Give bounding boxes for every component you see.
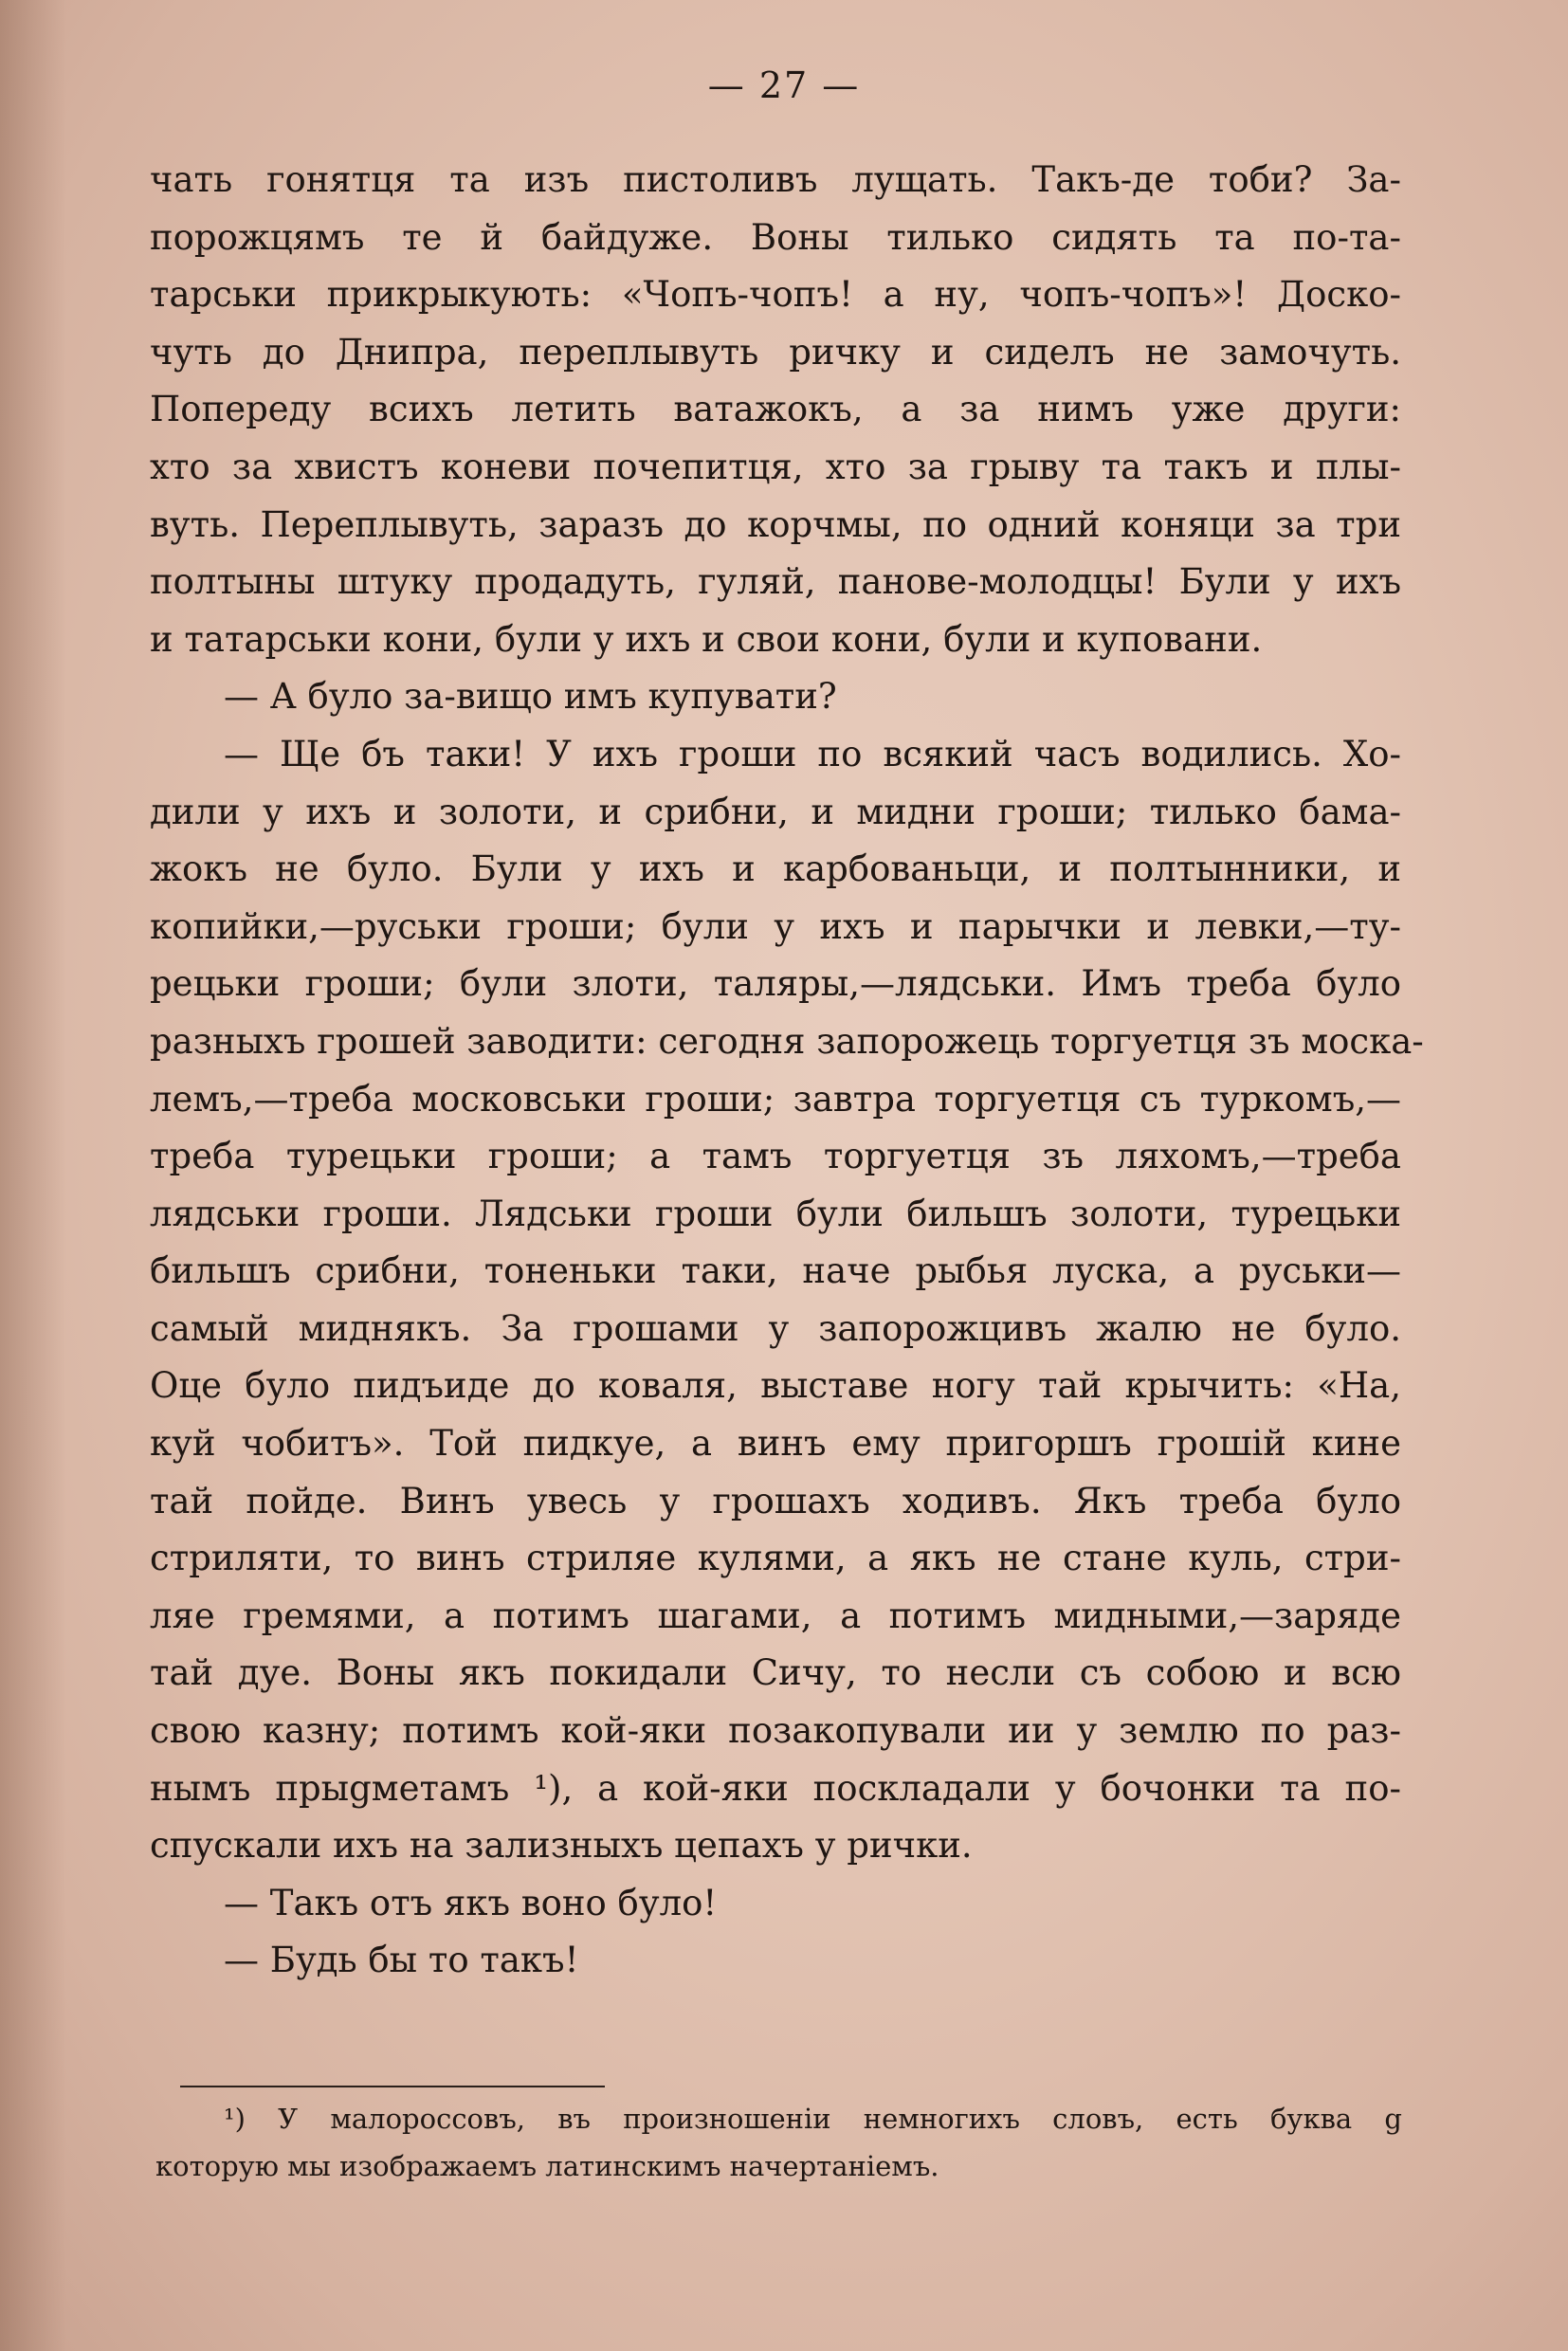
text-line: хто за хвистъ коневи почепитця, хто за грыву та такъ и плы- [150, 446, 1401, 487]
body-text [150, 152, 1424, 1990]
text-line: треба турецьки гроши; а тамъ торгуетця зъ ляхомъ,—треба [150, 1136, 1401, 1177]
text-line: полтыны штуку продадуть, гуляй, панове-молодцы! Були у ихъ [150, 561, 1401, 603]
page-number: — 27 — [707, 64, 861, 106]
text-line: рецьки гроши; були злоти, таляры,—лядськи. Имъ треба було [150, 963, 1401, 1005]
text-line: ляе гремями, а потимъ шагами, а потимъ мидными,—заряде [150, 1595, 1401, 1636]
text-line: тарськи прикрыкують: «Чопъ-чопъ! а ну, чопъ-чопъ»! Доско- [150, 274, 1401, 316]
text-line: вуть. Переплывуть, заразъ до корчмы, по одний коняци за три [150, 503, 1401, 545]
text-line: копийки,—руськи гроши; були у ихъ и парычки и левки,—ту- [150, 905, 1401, 947]
text-line: тай пойде. Винъ увесь у грошахъ ходивъ. Якъ треба було [150, 1480, 1401, 1522]
text-line: и татарськи кони, були у ихъ и свои кони, були и куповани. [150, 618, 1263, 660]
footnote-rule [180, 2086, 605, 2087]
text-line: чуть до Днипра, переплывуть ричку и сиделъ не замочуть. [150, 331, 1401, 373]
footnote-line: которую мы изображаемъ латинскимъ начертаніемъ. [155, 2150, 939, 2182]
text-line: лядськи гроши. Лядськи гроши були бильшъ золоти, турецьки [150, 1193, 1401, 1234]
text-line: Оце було пидъиде до коваля, выставе ногу тай крычить: «На, [150, 1365, 1401, 1407]
text-line: жокъ не було. Були у ихъ и карбованьци, и полтынники, и [150, 848, 1401, 890]
text-line: спускали ихъ на зализныхъ цепахъ у рички. [150, 1825, 973, 1867]
text-line: — А було за-вищо имъ купувати? [224, 676, 837, 718]
text-line: нымъ прыgметамъ ¹), а кой-яки поскладали у бочонки та по- [150, 1767, 1401, 1809]
footnotes [155, 2095, 1402, 2190]
text-line: лемъ,—треба московськи гроши; завтра торгуетця съ туркомъ,— [150, 1078, 1401, 1120]
footnote-line: ¹) У малороссовъ, въ произношеніи немногихъ словъ, есть буква g [224, 2103, 1402, 2135]
text-line: бильшъ срибни, тоненьки таки, наче рыбья луска, а руськи— [150, 1250, 1401, 1292]
text-line: свою казну; потимъ кой-яки позакопували ии у землю по раз- [150, 1710, 1401, 1752]
text-line: самый миднякъ. За грошами у запорожцивъ жалю не було. [150, 1307, 1401, 1349]
text-line: дили у ихъ и золоти, и срибни, и мидни гроши; тилько бама- [150, 791, 1401, 832]
text-line: Попереду всихъ летить ватажокъ, а за нимъ уже други: [150, 389, 1401, 430]
text-line: порожцямъ те й байдуже. Воны тилько сидять та по-та- [150, 216, 1401, 258]
text-line: — Такъ отъ якъ воно було! [224, 1882, 718, 1923]
text-line: чать гонятця та изъ пистоливъ лущать. Такъ-де тоби? За- [150, 159, 1401, 200]
text-line: — Ще бъ таки! У ихъ гроши по всякий часъ водились. Хо- [224, 733, 1401, 775]
text-line: — Будь бы то такъ! [224, 1940, 579, 1981]
text-line: куй чобитъ». Той пидкуе, а винъ ему пригоршъ грошій кине [150, 1423, 1401, 1465]
text-line: тай дуе. Воны якъ покидали Сичу, то несли съ собою и всю [150, 1652, 1401, 1694]
text-line: стриляти, то винъ стриляе кулями, а якъ не стане куль, стри- [150, 1538, 1401, 1579]
text-line: разныхъ грошей заводити: сегодня запорожець торгуетця зъ моска- [150, 1020, 1424, 1062]
